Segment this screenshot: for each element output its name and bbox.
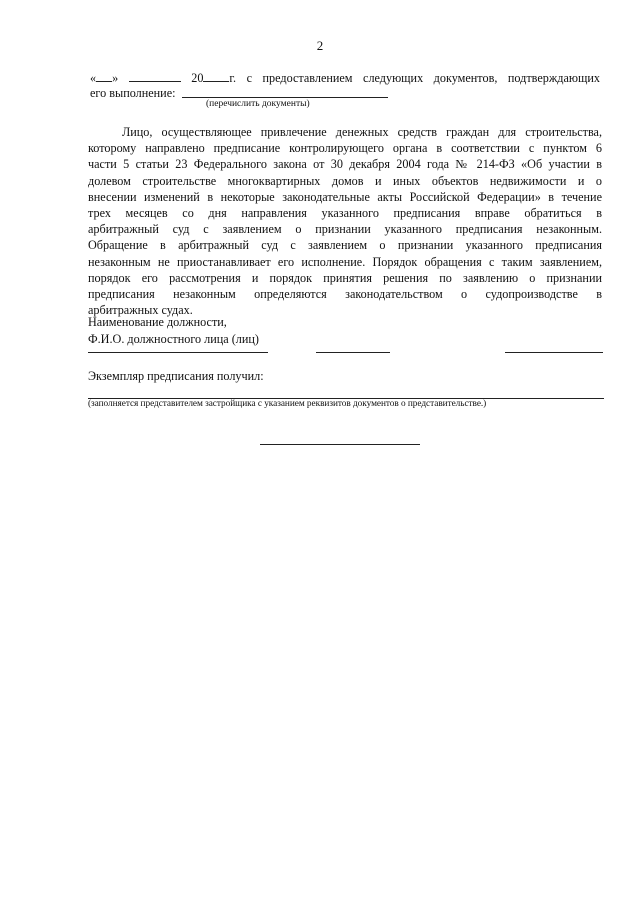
paragraph-line: предписания незаконным определяются законодательством о судопроизводстве в [88,287,602,302]
end-divider [260,444,420,445]
paragraph-line: Обращение в арбитражный суд с заявлением о признании указанного предписания [88,238,602,253]
position-signature-line[interactable] [88,352,268,353]
name-signature-line[interactable] [505,352,603,353]
quote-open: « [90,71,97,85]
paragraph-line: арбитражный суд с заявлением о признании указанного предписания незаконным. [88,222,602,237]
official-name-label: Ф.И.О. должностного лица (лиц) [88,332,259,346]
date-line [90,70,600,86]
receipt-label: Экземпляр предписания получил: [88,369,264,383]
paragraph-line: арбитражных судах. [88,303,193,318]
paragraph-line: внесении изменений в некоторые законодательные акты Российской Федерации» в течение [88,189,602,204]
year-blank[interactable] [203,70,229,82]
paragraph-line: части 5 статьи 23 Федерального закона от 30 декабря 2004 года № 214-ФЗ «Об участии в [88,157,602,172]
position-label: Наименование должности, [88,315,227,329]
paragraph-line: Лицо, осуществляющее привлечение денежных средств граждан для строительства, [122,125,602,139]
page-number: 2 [316,38,324,53]
paragraph-line: долевом строительстве многоквартирных домов и иных объектов недвижимости и о [88,173,602,188]
paragraph-line: которому направлено предписание контролирующего органа в соответствии с пунктом 6 [88,141,602,156]
appeal-paragraph [88,124,602,318]
paragraph-line: незаконным не приостанавливает его исполнение. Порядок обращения с таким заявлением, [88,254,602,269]
execution-label: его выполнение: [90,86,176,100]
execution-line [90,86,600,101]
documents-caption: (перечислить документы) [206,99,310,109]
paragraph-line: порядок его рассмотрения и порядок принятия решения по заявлению о признании [88,270,602,285]
quote-close: » [112,71,119,85]
documents-blank[interactable] [182,97,388,98]
day-blank[interactable] [96,70,112,82]
date-trailing-text: г. с предоставлением следующих документов, подтверждающих [229,71,600,85]
signature-line[interactable] [316,352,390,353]
year-prefix: 20 [191,71,204,85]
receipt-note: (заполняется представителем застройщика с указанием реквизитов документов о представительстве.) [88,399,487,409]
month-blank[interactable] [129,70,181,82]
paragraph-line: трех месяцев со дня направления указанного предписания вправе обратиться в [88,206,602,221]
